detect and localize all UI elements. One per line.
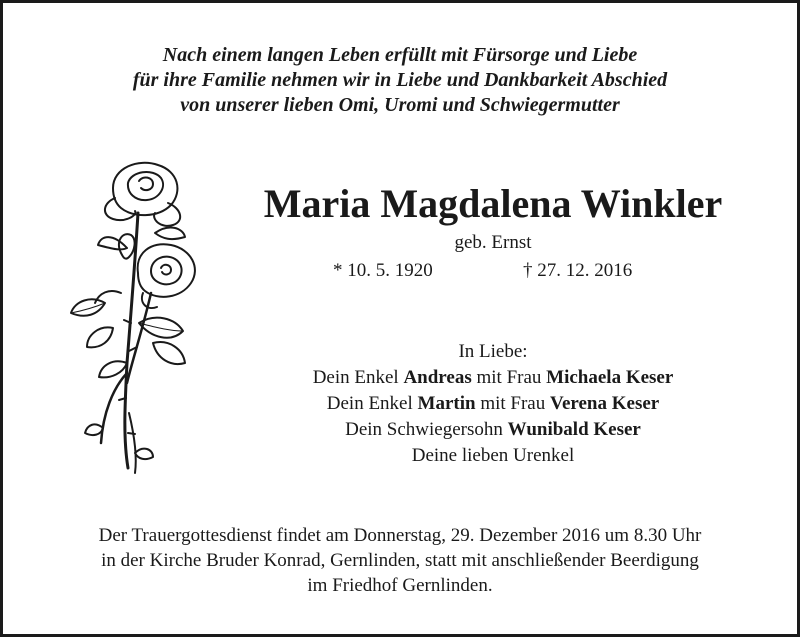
intro-line: von unserer lieben Omi, Uromi und Schwiegermutter — [180, 94, 620, 116]
service-line: Der Trauergottesdienst findet am Donnerstag, 29. Dezember 2016 um 8.30 Uhr — [98, 525, 702, 546]
rose-icon — [43, 153, 223, 483]
intro-line: Nach einem langen Leben erfüllt mit Fürsorge und Liebe — [162, 44, 638, 66]
mourner-relation: Dein Enkel — [326, 393, 418, 414]
service-info — [3, 523, 797, 598]
service-line: im Friedhof Gernlinden. — [307, 575, 493, 596]
mourner-relation: mit Frau — [471, 367, 547, 388]
mourner-relation: Dein Schwiegersohn — [345, 419, 508, 440]
intro-line: für ihre Familie nehmen wir in Liebe und Dankbarkeit Abschied — [132, 69, 668, 91]
mourner-relation: Dein Enkel — [312, 367, 404, 388]
mourner-name: Andreas — [403, 367, 472, 388]
service-line: in der Kirche Bruder Konrad, Gernlinden, statt mit anschließender Beerdigung — [101, 550, 699, 571]
mourner-name: Verena Keser — [550, 393, 660, 414]
death-date: † 27. 12. 2016 — [523, 260, 633, 281]
mourners-list — [228, 339, 758, 469]
birth-date: * 10. 5. 1920 — [333, 260, 433, 281]
birth-name: geb. Ernst — [454, 232, 532, 253]
mourner-line — [228, 365, 758, 391]
intro-text — [3, 43, 797, 118]
mourner-line — [228, 391, 758, 417]
mourner-name: Michaela Keser — [546, 367, 674, 388]
mourner-name: Wunibald Keser — [507, 419, 641, 440]
deceased-name: Maria Magdalena Winkler — [263, 181, 723, 226]
mourner-relation: mit Frau — [475, 393, 550, 414]
mourner-line — [228, 417, 758, 443]
mourner-line: Deine lieben Urenkel — [411, 445, 575, 466]
mourners-heading: In Liebe: — [458, 341, 528, 362]
mourner-name: Martin — [417, 393, 476, 414]
